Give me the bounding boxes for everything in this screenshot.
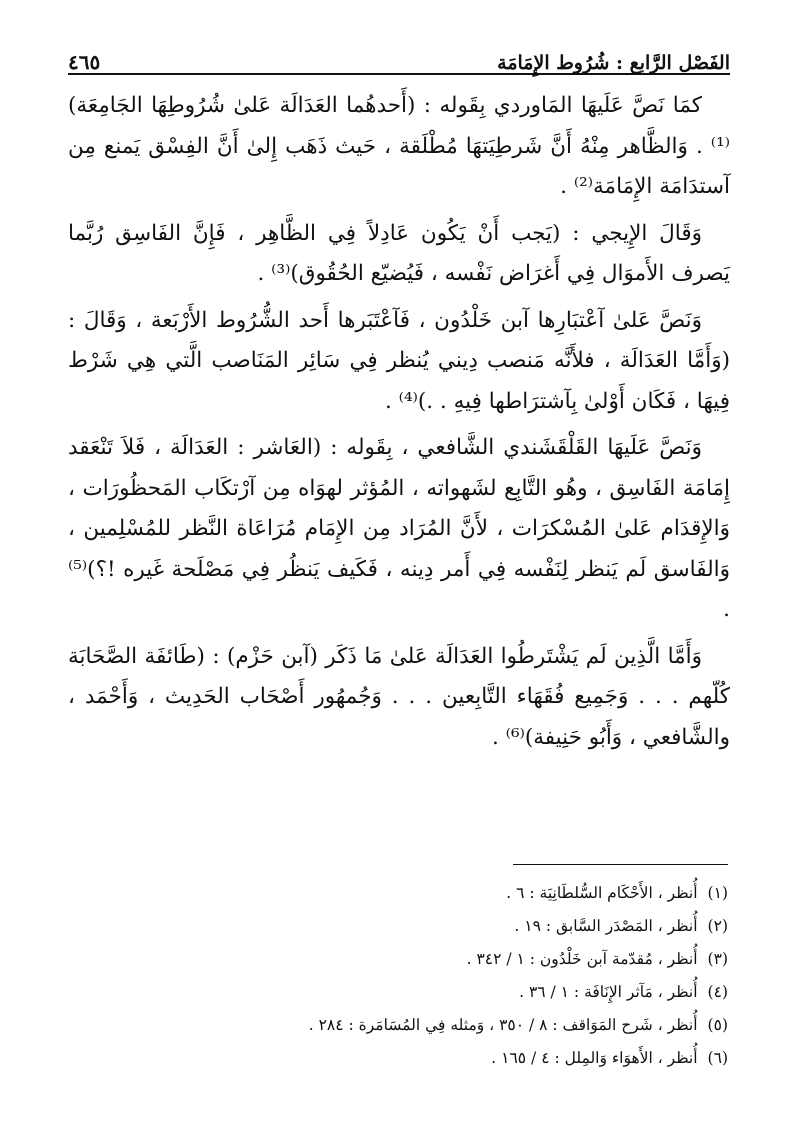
footnote [68,1042,728,1075]
running-title: الفَصْل الرَّابع : شُرُوط الإِمَامَة [497,52,730,74]
footnote-number: (٦) [707,1049,728,1067]
footnote-text: أُنظر ، مَآثر الإِنَافَة : ١ / ٣٦ . [519,983,698,1001]
footnote-separator [513,864,728,865]
page-number: ٤٦٥ [68,50,101,74]
footnote [68,877,728,910]
footnote-text: أُنظر ، المَصْدَر السَّابق : ١٩ . [514,917,698,935]
footnote [68,976,728,1009]
footnote [68,943,728,976]
header-rule [68,73,730,75]
page-header [68,28,730,74]
footnote-text: أُنظر ، شَرح المَوَاقف : ٨ / ٣٥٠ ، وَمثله فِي المُسَامَرة : ٢٨٤ . [308,1016,698,1034]
main-text [68,86,730,764]
footnote-number: (١) [707,884,728,902]
paragraph: وَنَصَّ عَلَيهَا القَلْقَشَندي الشَّافعي ، بِقَوله : (العَاشر : العَدَالَة ، فَلاَ تَنْعَقد إِمَامَة الفَاسِق ، وهُو التَّابِع لشَهواته ، المُؤثر لهوَاه مِن آرْتكَاب المَحظُورَات ، وَالإِقدَام عَلىٰ المُسْكرَات ، لأَنَّ المُرَاد مِن الإِمَام مُرَاعَاة النَّظر للمُسْلِمين ، وَالفَاسق لَم يَنظر لِنَفْسه فِي أَمر دِينه ، فَكَيف يَنظُر فِي مَصْلَحة غَيره !؟)⁽⁵⁾ . [68,435,730,622]
paragraph: وَنَصَّ عَلىٰ آعْتبَارِها آبن خَلْدُون ، فَآعْتَبَرها أَحد الشُّرُوط الأَرْبَعة ، وَقَالَ : (وَأَمَّا العَدَالَة ، فلأَنَّه مَنصب دِيني يُنظر فِي سَائِر المَنَاصب الَّتي هِي شَرْط فِيهَا ، فَكَان أَوْلىٰ بِآشترَاطها فِيهِ . .)⁽⁴⁾ . [68,307,730,414]
footnote-text: أُنظر ، مُقدّمة آبن خَلْدُون : ١ / ٣٤٢ . [466,950,698,968]
paragraph: وَقَالَ الإِيجي : (يَجب أَنْ يَكُون عَادِلاً فِي الظَّاهِر ، فَإِنَّ الفَاسِق رُبَّما يَصرف الأَموَال فِي أَغرَاض نَفْسه ، فَيُضيّع الحُقُوق)⁽³⁾ . [68,220,730,286]
footnote-number: (٣) [707,950,728,968]
footnote-text: أُنظر ، الأَهوَاء وَالمِلل : ٤ / ١٦٥ . [491,1049,698,1067]
paragraph: وَأَمَّا الَّذِين لَم يَشْتَرطُوا العَدَالَة عَلىٰ مَا ذَكَر (آبن حَزْم) : (طَائفَة الصَّحَابَة كُلّهم . . . وَجَمِيع فُقَهَاء التَّابِعين . . . وَجُمهُور أَصْحَاب الحَدِيث ، وَأَحْمَد ، والشَّافعي ، وَأَبُو حَنِيفة)⁽⁶⁾ . [68,643,730,750]
footnote [68,910,728,943]
footnote-text: أُنظر ، الأَحْكَام السُّلطَانِيَة : ٦ . [506,884,698,902]
footnote [68,1009,728,1042]
paragraph: كمَا نَصَّ عَلَيهَا المَاوردي بِقَوله : (أَحدهُما العَدَالَة عَلىٰ شُرُوطِهَا الجَامِعَة)⁽¹⁾ . وَالظَّاهر مِنْهُ أَنَّ شَرطِيَتهَا مُطْلَقة ، حَيث ذَهَب إِلىٰ أَنَّ الفِسْق يَمنع مِن آستدَامَة الإِمَامَة⁽²⁾ . [68,93,730,199]
footnote-number: (٢) [707,917,728,935]
footnotes [68,877,728,1075]
footnote-number: (٤) [707,983,728,1001]
footnote-number: (٥) [707,1016,728,1034]
